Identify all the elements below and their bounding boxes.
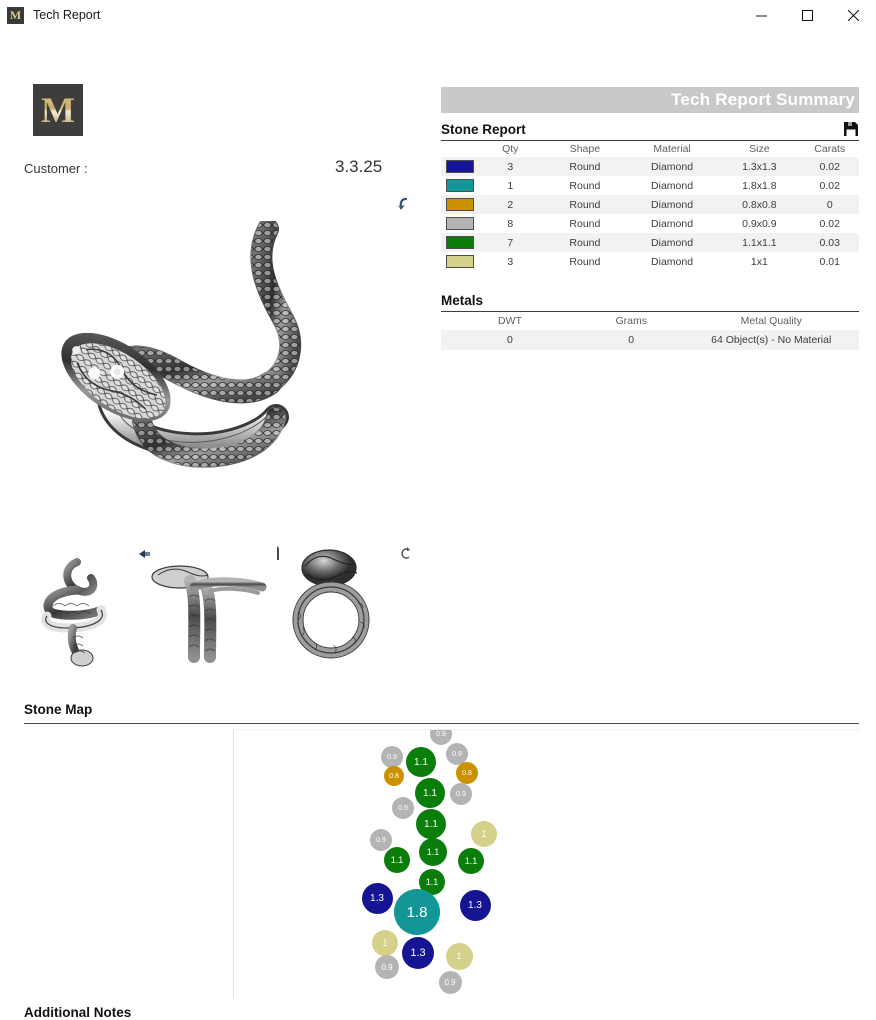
customer-label: Customer : (24, 161, 88, 176)
window-title-bar (0, 0, 876, 31)
stone-report-header (441, 121, 859, 137)
metals-section (441, 293, 859, 350)
snake-ring-perspective-render (20, 221, 420, 521)
stone-color-swatch (441, 252, 477, 271)
stone-report-header-row (441, 141, 859, 157)
cell-size: 0.8x0.8 (742, 198, 777, 211)
cell-material: Diamond (651, 255, 694, 268)
swatch (446, 236, 474, 249)
col-shape: Shape (569, 143, 601, 155)
rotate-view-icon[interactable] (396, 194, 412, 212)
stone-map-panel[interactable] (233, 729, 860, 998)
brand-logo-letter: M (41, 90, 75, 130)
col-metal-quality: Metal Quality (740, 315, 802, 327)
cell-material: Diamond (651, 160, 694, 173)
thumb-snake-ring-top-view[interactable] (285, 546, 380, 666)
cell-material: Diamond (651, 236, 694, 249)
stone-map-heading: Stone Map (24, 702, 93, 717)
cell-shape: Round (569, 255, 601, 268)
stone-map-bubble[interactable]: 0.9 (392, 797, 414, 819)
col-size: Size (749, 143, 770, 155)
col-grams: Grams (615, 315, 647, 327)
model-thumbnail-row (20, 536, 440, 666)
minimize-button[interactable] (738, 0, 784, 30)
stone-report-table (441, 141, 859, 271)
window-title: Tech Report (33, 8, 101, 22)
stone-map-bubble[interactable]: 0.9 (430, 729, 452, 745)
snake-ring-side-render (150, 561, 290, 666)
stone-map-bubble[interactable]: 1.3 (460, 890, 491, 921)
stone-map-bubble[interactable]: 1 (446, 943, 473, 970)
stone-color-swatch (441, 157, 477, 176)
stone-map-bubble[interactable]: 1.1 (415, 778, 445, 808)
model-viewport-main[interactable] (20, 221, 420, 521)
stone-map-bubble[interactable]: 0.9 (439, 971, 462, 994)
cell-size: 1.3x1.3 (742, 160, 777, 173)
summary-title-bar (441, 87, 859, 113)
cell-qty: 3 (507, 255, 514, 268)
stone-map-bubble[interactable]: 0.9 (375, 955, 399, 979)
cell-qty: 3 (507, 160, 514, 173)
metals-table (441, 312, 859, 350)
app-icon: M (7, 7, 24, 24)
swatch (446, 217, 474, 230)
metals-heading: Metals (441, 293, 484, 308)
stone-map-bubble[interactable]: 0.9 (446, 743, 468, 765)
stone-map-bubble[interactable]: 1.3 (402, 937, 434, 969)
close-icon (848, 10, 859, 21)
cell-material: Diamond (651, 179, 694, 192)
thumb-snake-ring-side-view[interactable] (150, 561, 290, 671)
save-floppy-icon (843, 121, 859, 137)
minimize-icon (756, 10, 767, 21)
brand-logo (33, 84, 83, 136)
cell-shape: Round (569, 236, 601, 249)
additional-notes-heading: Additional Notes (24, 1005, 132, 1020)
col-swatch (441, 141, 477, 157)
cell-carats: 0.02 (819, 179, 840, 192)
stone-map-bubble[interactable]: 1.8 (394, 889, 440, 935)
cell-size: 1.1x1.1 (742, 236, 777, 249)
swatch (446, 160, 474, 173)
stone-color-swatch (441, 176, 477, 195)
cell-size: 0.9x0.9 (742, 217, 777, 230)
stone-map-divider (24, 723, 859, 724)
stone-map-bubble[interactable]: 1.1 (458, 848, 484, 874)
cell-shape: Round (569, 160, 601, 173)
col-qty: Qty (502, 143, 519, 155)
stone-map-bubble[interactable]: 1.3 (362, 883, 393, 914)
cell-carats: 0.01 (819, 255, 840, 268)
stone-map-bubble[interactable]: 1.1 (384, 847, 410, 873)
cell-shape: Round (569, 179, 601, 192)
cell-carats: 0.02 (819, 160, 840, 173)
stone-map-bubble[interactable]: 0.9 (370, 829, 392, 851)
report-page (0, 31, 876, 1020)
stone-color-swatch (441, 214, 477, 233)
swatch (446, 198, 474, 211)
cell-dwt: 0 (441, 330, 579, 350)
stone-map-bubble[interactable]: 1.1 (419, 869, 445, 895)
stone-map-bubble[interactable]: 1 (372, 930, 398, 956)
cell-carats: 0 (826, 198, 833, 211)
cell-qty: 8 (507, 217, 514, 230)
stone-color-swatch (441, 233, 477, 252)
stone-map-bubble[interactable]: 1.1 (406, 747, 436, 777)
save-button[interactable] (843, 121, 859, 137)
cell-carats: 0.03 (819, 236, 840, 249)
stone-map-bubble[interactable]: 0.9 (381, 746, 403, 768)
cell-qty: 7 (507, 236, 514, 249)
cell-carats: 0.02 (819, 217, 840, 230)
table-row[interactable] (441, 157, 859, 176)
cell-shape: Round (569, 217, 601, 230)
cell-qty: 2 (507, 198, 514, 211)
thumb-snake-ring-front-view[interactable] (35, 558, 125, 673)
stone-map-bubble[interactable]: 0.9 (450, 783, 472, 805)
cell-size: 1.8x1.8 (742, 179, 777, 192)
table-row[interactable] (441, 176, 859, 195)
swatch (446, 179, 474, 192)
close-button[interactable] (830, 0, 876, 30)
cell-metal-quality: 64 Object(s) - No Material (683, 330, 859, 350)
col-carats: Carats (814, 143, 846, 155)
table-row[interactable] (441, 252, 859, 271)
cell-grams: 0 (579, 330, 684, 350)
window-controls (738, 0, 876, 30)
col-dwt: DWT (498, 315, 522, 327)
cell-size: 1x1 (750, 255, 768, 268)
report-date: 3.3.25 (335, 157, 383, 176)
summary-title: Tech Report Summary (671, 90, 855, 109)
stone-map-bubble[interactable]: 0.8 (456, 762, 478, 784)
col-material: Material (653, 143, 691, 155)
snake-ring-front-render (35, 558, 125, 668)
table-row[interactable] (441, 330, 859, 350)
tech-report-summary-panel (441, 87, 859, 350)
maximize-icon (802, 10, 813, 21)
maximize-button[interactable] (784, 0, 830, 30)
cell-qty: 1 (507, 179, 514, 192)
stone-map-bubble[interactable]: 0.8 (384, 766, 404, 786)
stone-map-bubble[interactable]: 1.1 (419, 838, 447, 866)
cell-shape: Round (569, 198, 601, 211)
table-row[interactable] (441, 195, 859, 214)
metals-header (441, 293, 859, 308)
table-row[interactable] (441, 233, 859, 252)
stone-map-bubble[interactable]: 1 (471, 821, 497, 847)
stone-color-swatch (441, 195, 477, 214)
stone-map-bubble[interactable]: 1.1 (416, 809, 446, 839)
snake-ring-top-render (285, 546, 380, 661)
swatch (446, 255, 474, 268)
cell-material: Diamond (651, 198, 694, 211)
table-row[interactable] (441, 214, 859, 233)
cell-material: Diamond (651, 217, 694, 230)
stone-report-heading: Stone Report (441, 121, 526, 137)
metals-header-row (441, 312, 859, 330)
